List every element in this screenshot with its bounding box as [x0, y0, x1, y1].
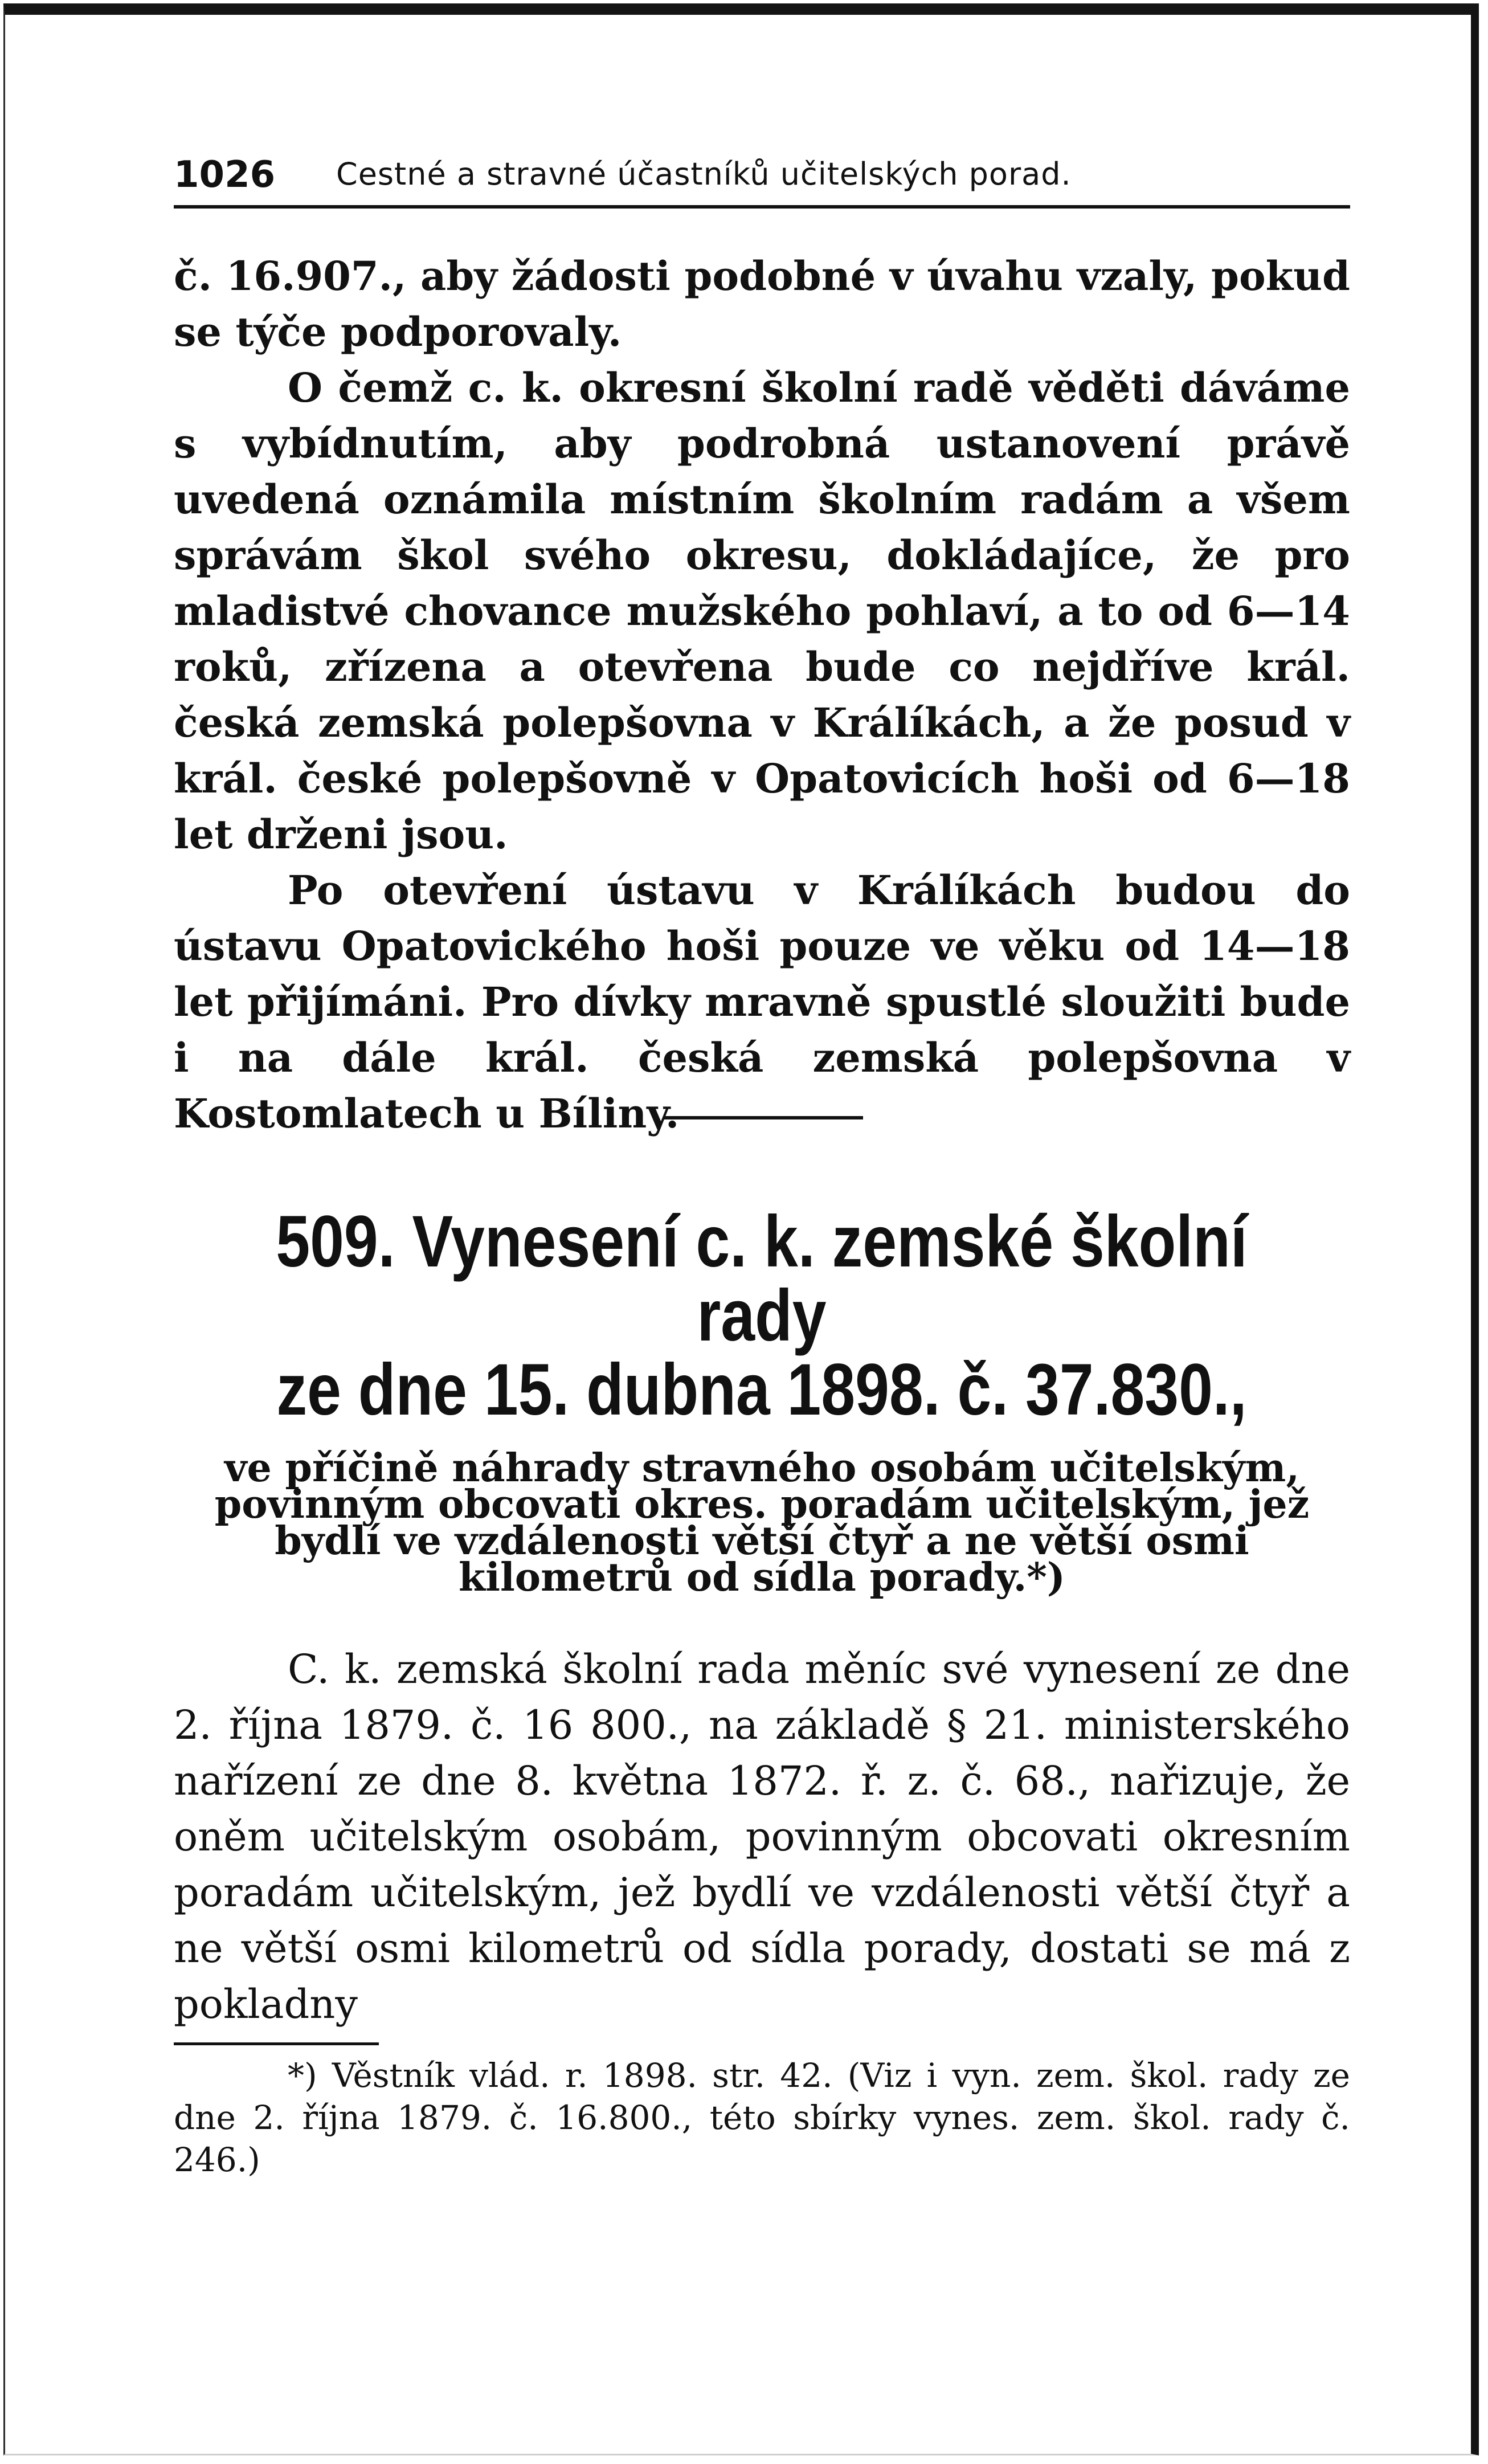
page-number: 1026	[174, 154, 276, 196]
document-page	[174, 137, 1350, 2181]
paragraph-notice: O čemž c. k. okresní školní radě věděti dáváme s vybídnutím, aby podrobná ustanovení právě uvedená oznámila místním školním radám a všem správám škol svého okresu, dokládajíce, že pro mladistvé chovance mužského pohlaví, a to od 6—14 roků, zřízena a otevřena bude co nejdříve král. česká zemská polepšovna v Králíkách, a že posud v král. české polepšovně v Opatovicích hoši od 6—18 let drženi jsou.	[174, 364, 1350, 858]
section-heading	[211, 1201, 1312, 1431]
section-heading-line1: 509. Vynesení c. k. zemské školní rady	[276, 1201, 1248, 1356]
section-body-paragraph: C. k. zemská školní rada měníc své vynesení ze dne 2. října 1879. č. 16 800., na základě § 21. ministerského nařízení ze dne 8. května 1872. ř. z. č. 68., nařizuje, že oněm učitelským osobám, povinným obcovati okresním poradám učitelským, jež bydlí ve vzdálenosti větší čtyř a ne větší osmi kilometrů od sídla porady, dostati se má z pokladny	[174, 1646, 1350, 2028]
page-header	[174, 137, 1350, 209]
footnote-text: *) Věstník vlád. r. 1898. str. 42. (Viz i vyn. zem. škol. rady ze dne 2. října 1879. č. 16.800., této sbírky vynes. zem. škol. rady č. 246.)	[174, 2056, 1350, 2179]
top-section	[174, 248, 1350, 1142]
paragraph-admission: Po otevření ústavu v Králíkách budou do ústavu Opatovického hoši pouze ve věku od 14—18 let přijímáni. Pro dívky mravně spustlé sloužiti bude i na dále král. česká zemská polepšovna v Kostomlatech u Bíliny.	[174, 867, 1350, 1137]
section-subheading: ve příčině náhrady stravného osobám učitelským, povinným obcovati okres. poradám učitelským, jež bydlí ve vzdálenosti větší čtyř a ne větší osmi kilometrů od sídla porady.*)	[214, 1445, 1310, 1600]
footnote	[174, 2054, 1350, 2181]
section-divider	[664, 1116, 863, 1119]
section-heading-line2: ze dne 15. dubna 1898. č. 37.830.,	[276, 1349, 1247, 1431]
section-body	[174, 1641, 1350, 2032]
continuation-paragraph: č. 16.907., aby žádosti podobné v úvahu vzaly, pokud se týče podporovaly.	[174, 252, 1350, 355]
footnote-rule	[174, 2042, 379, 2045]
running-title: Cestné a stravné účastníků učitelských porad.	[336, 156, 1072, 192]
